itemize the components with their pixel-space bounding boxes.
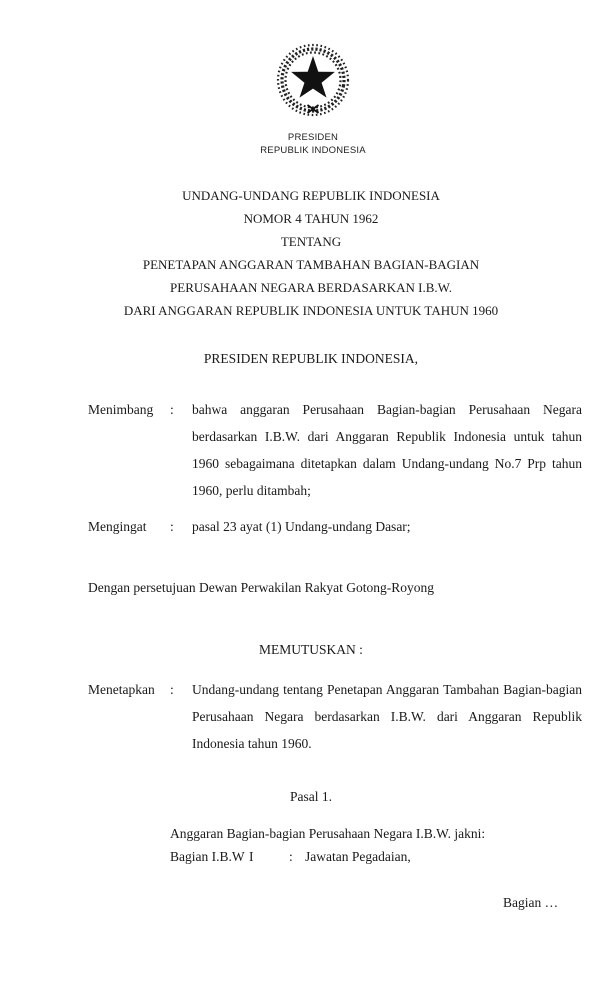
article-heading: Pasal 1. — [290, 789, 332, 804]
clause-colon: : — [170, 682, 174, 697]
letterhead-presiden: PRESIDEN — [287, 132, 339, 143]
article-item-label: Bagian I.B.W — [170, 849, 245, 864]
title-line: PERUSAHAAN NEGARA BERDASARKAN I.B.W. — [170, 280, 452, 295]
agreement-line: Dengan persetujuan Dewan Perwakilan Rakyat Gotong-Royong — [88, 580, 435, 595]
title-line: TENTANG — [280, 234, 342, 249]
clause-text: bahwa anggaran Perusahaan Bagian-bagian Perusahaan Negara berdasarkan I.B.W. dari Anggaran Republik Indonesia untuk tahun 1960 sebagaimana ditetapkan dalam Undang-undang No.7 Prp tahun 1960, perlu ditambah; — [192, 402, 582, 498]
clause-text: Undang-undang tentang Penetapan Anggaran Tambahan Bagian-bagian Perusahaan Negara berdasarkan I.B.W. dari Anggaran Republik Indonesia tahun 1960. — [192, 682, 582, 751]
clause-colon: : — [170, 402, 174, 417]
article-item-value: Jawatan Pegadaian, — [305, 849, 411, 864]
law-title-block — [10, 184, 612, 322]
clause-mengingat — [0, 513, 612, 540]
article-item-colon: : — [289, 849, 293, 864]
catchword: Bagian … — [503, 895, 559, 910]
star-wreath-emblem-icon — [276, 43, 350, 117]
clause-label: Menetapkan — [88, 682, 155, 697]
title-line: NOMOR 4 TAHUN 1962 — [243, 211, 379, 226]
salutation-line: PRESIDEN REPUBLIK INDONESIA, — [203, 351, 419, 366]
title-line: UNDANG-UNDANG REPUBLIK INDONESIA — [182, 188, 440, 203]
letterhead — [163, 131, 463, 157]
title-line: DARI ANGGARAN REPUBLIK INDONESIA UNTUK TAHUN 1960 — [123, 303, 499, 318]
clause-colon: : — [170, 519, 174, 534]
clause-menetapkan — [0, 676, 612, 757]
clause-label: Menimbang — [88, 402, 154, 417]
article-intro-line: Anggaran Bagian-bagian Perusahaan Negara I.B.W. jakni: — [170, 826, 486, 841]
clause-menimbang — [0, 396, 612, 504]
memutuskan-heading: MEMUTUSKAN : — [259, 642, 363, 657]
letterhead-republik-indonesia: REPUBLIK INDONESIA — [260, 145, 366, 156]
title-line: PENETAPAN ANGGARAN TAMBAHAN BAGIAN-BAGIAN — [142, 257, 480, 272]
clause-label: Mengingat — [88, 519, 147, 534]
article-item-number: I — [249, 849, 254, 864]
clause-text: pasal 23 ayat (1) Undang-undang Dasar; — [192, 519, 411, 534]
